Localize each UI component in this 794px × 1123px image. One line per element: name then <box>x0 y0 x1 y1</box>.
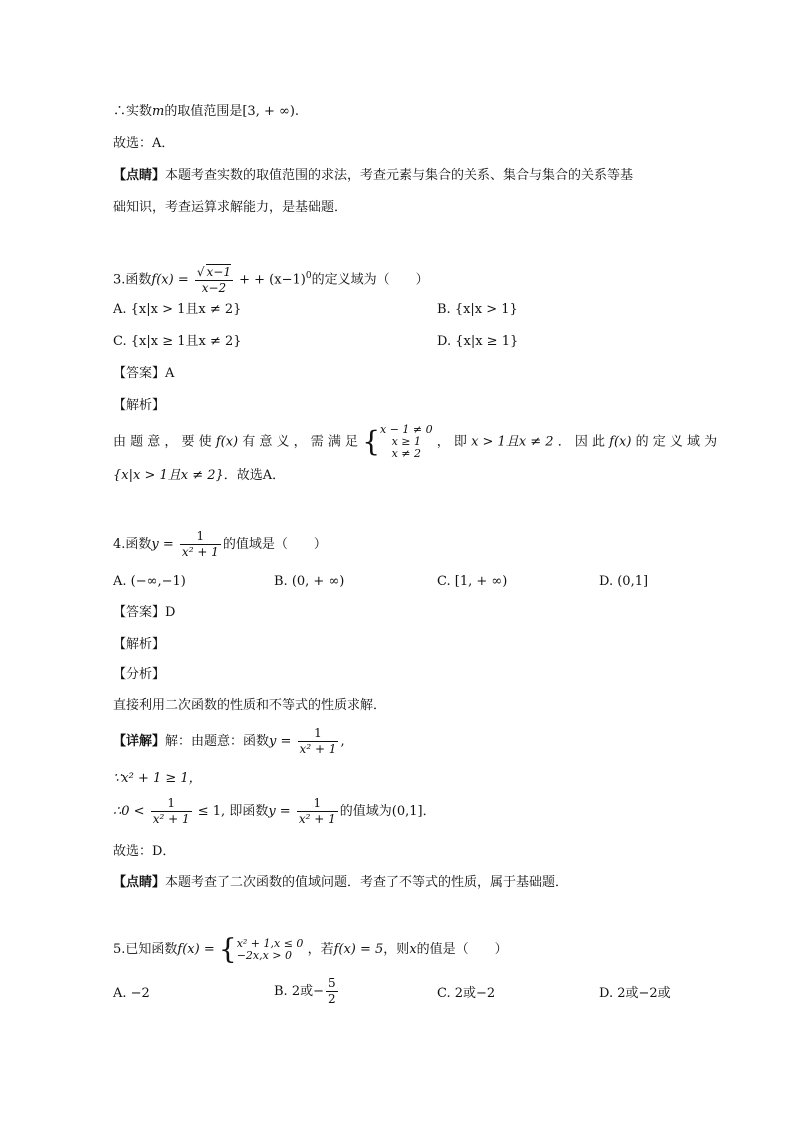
text: ，则 <box>383 942 410 957</box>
text: 3.函数 <box>113 272 152 288</box>
cond: x − 1 ≠ 0 <box>380 423 433 436</box>
q3-solution <box>113 424 717 461</box>
fraction <box>326 976 338 1007</box>
den: x² + 1 <box>152 812 190 826</box>
text: ， 即 <box>436 434 467 450</box>
text: . <box>294 104 300 119</box>
text: 由 题 意 ， 要 使 <box>113 434 212 450</box>
choose-line: 故选：A． <box>113 136 175 151</box>
text: ，若 <box>307 942 334 957</box>
note-text: 本题考查了二次函数的值域问题．考查了不等式的性质，属于基础题． <box>165 875 569 890</box>
var: y = <box>268 804 291 819</box>
q4-choose: 故选：D． <box>113 844 176 859</box>
conclusion-line <box>113 103 299 121</box>
text: ≤ 1, 即函数 <box>197 804 269 819</box>
text: 解：由题意：函数 <box>165 734 270 749</box>
system <box>380 424 433 460</box>
cond: x ≥ 1 <box>391 435 422 448</box>
func: f(x) = <box>177 942 215 957</box>
q4-direct: 直接利用二次函数的性质和不等式的性质求解． <box>113 698 387 713</box>
q4-detail <box>113 724 345 760</box>
var: y = <box>151 537 174 552</box>
q3-solution-2 <box>113 467 285 485</box>
cases <box>237 938 304 962</box>
q5-option-b[interactable] <box>274 974 340 1010</box>
var: x <box>409 942 417 957</box>
q4-stem <box>113 527 327 563</box>
set: {x|x > 1且x ≠ 2} <box>113 468 224 483</box>
fraction <box>180 529 221 560</box>
note-tag: 【点睛】 <box>113 168 166 183</box>
func: f(x) <box>609 434 632 450</box>
den: 2 <box>327 992 336 1006</box>
cond: x ≠ 2 <box>391 447 422 460</box>
den: x² + 1 <box>181 545 219 559</box>
den: x² + 1 <box>298 812 336 826</box>
text: B. 2或− <box>274 984 324 999</box>
q4-because: ∵x² + 1 ≥ 1， <box>113 771 202 786</box>
fraction: $\frac{√ x-1}{x-2}$ <box>196 264 231 295</box>
text: ．故选A． <box>223 468 286 483</box>
q3-analysis: 【解析】 <box>113 398 166 413</box>
text: 的 定 义 域 为 <box>635 434 718 450</box>
range: [3, + ∞) <box>242 104 295 119</box>
q4-fenxi: 【分析】 <box>113 667 166 682</box>
text: ∴0 < <box>113 804 145 819</box>
note-cont: 础知识，考查运算求解能力，是基础题． <box>113 200 348 215</box>
q4-option-c[interactable]: C. [1, + ∞) <box>437 574 508 589</box>
text: 的定义域为（ ） <box>311 272 429 288</box>
num: 1 <box>313 796 322 810</box>
brace: { <box>218 932 237 966</box>
num: 1 <box>314 726 322 740</box>
fraction <box>298 726 339 757</box>
q3-option-c[interactable]: C. {x|x ≥ 1且x ≠ 2} <box>113 334 242 349</box>
fraction <box>151 796 192 827</box>
q4-option-a[interactable]: A. (−∞,−1) <box>113 574 186 589</box>
fraction <box>297 796 338 827</box>
num: 5 <box>327 976 336 990</box>
note-tag: 【点睛】 <box>113 875 166 890</box>
tail: + + (x−1) <box>239 272 306 288</box>
q3-stem <box>113 258 429 298</box>
note-text: 本题考查实数的取值范围的求法，考查元素与集合的关系、集合与集合的关系等基 <box>165 168 634 183</box>
q4-therefore <box>113 794 436 830</box>
text: ． 因 此 <box>557 434 605 450</box>
q3-option-b[interactable]: B. {x|x > 1} <box>437 302 518 317</box>
q4-option-b[interactable]: B. (0, + ∞) <box>274 574 345 589</box>
detail-tag: 【详解】 <box>113 734 166 749</box>
text: 有 意 义 ， 需 满 足 <box>242 434 359 450</box>
text: 的取值范围是 <box>164 104 243 119</box>
text: 5.已知函数 <box>113 942 178 957</box>
q4-answer: 【答案】D <box>113 605 176 620</box>
num: 1 <box>196 529 205 543</box>
q5-stem <box>113 932 508 968</box>
text: 的值域是（ ） <box>222 537 327 552</box>
func: f(x) = <box>151 272 189 288</box>
q3-option-d[interactable]: D. {x|x ≥ 1} <box>437 334 519 349</box>
num: 1 <box>167 796 175 810</box>
q4-note <box>113 874 568 892</box>
var-m: m <box>152 104 165 119</box>
q5-option-c[interactable]: C. 2或−2 <box>437 986 496 1001</box>
text: ∴实数 <box>113 104 153 119</box>
var: y = <box>269 734 292 749</box>
exponent: 0 <box>305 271 312 281</box>
text: 的值是（ ） <box>416 942 508 957</box>
den: x−2 <box>195 280 233 296</box>
case: x² + 1,x ≤ 0 <box>236 936 304 950</box>
text: , <box>340 734 345 749</box>
note-line <box>113 167 633 185</box>
q5-option-d[interactable]: D. 2或−2或 <box>599 986 671 1001</box>
text: 4.函数 <box>113 537 152 552</box>
q3-option-a[interactable]: A. {x|x > 1且x ≠ 2} <box>113 302 242 317</box>
sqrt-num: x−1 <box>206 264 231 279</box>
cond: f(x) = 5 <box>333 942 384 957</box>
den: x² + 1 <box>299 742 337 756</box>
cond: x > 1且x ≠ 2 <box>471 434 554 450</box>
case: −2x,x > 0 <box>236 948 293 962</box>
q4-analysis: 【解析】 <box>113 637 166 652</box>
func: f(x) <box>215 434 239 450</box>
brace: { <box>362 425 381 458</box>
text: 的值域为(0,1]． <box>339 804 436 819</box>
q5-option-a[interactable]: A. −2 <box>113 986 150 1001</box>
q3-answer: 【答案】A <box>113 366 175 381</box>
q4-option-d[interactable]: D. (0,1] <box>599 574 649 589</box>
